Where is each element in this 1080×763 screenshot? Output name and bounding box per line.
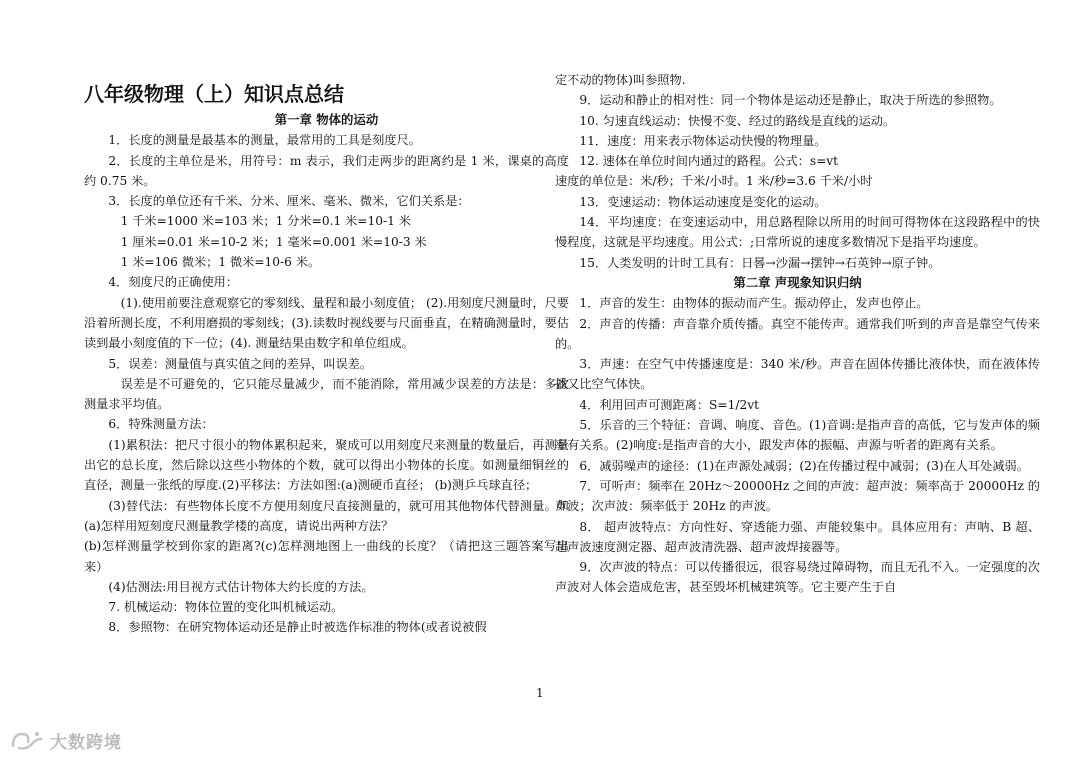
paragraph: 1 千米=1000 米=103 米；1 分米=0.1 米=10-1 米 — [120, 214, 411, 229]
brand-logo-icon — [10, 730, 44, 752]
paragraph: 13．变速运动：物体运动速度是变化的运动。 — [579, 194, 827, 209]
paragraph: 4．利用回声可测距离：S=1/2vt — [579, 397, 759, 412]
paragraph: 误差是不可避免的，它只能尽量减少，而不能消除，常用减少误差的方法是：多次测量求平均值。 — [84, 376, 569, 412]
paragraph: 14．平均速度：在变速运动中，用总路程除以所用的时间可得物体在这段路程中的快慢程度，这就是平均速度。用公式：;日常所说的速度多数情况下是指平均速度。 — [555, 215, 1040, 250]
paragraph: 7. 机械运动：物体位置的变化叫机械运动。 — [108, 600, 344, 615]
left-column-body — [84, 110, 569, 638]
paragraph: 3．长度的单位还有千米、分米、厘米、毫米、微米，它们关系是： — [108, 194, 470, 209]
paragraph: 8． 超声波特点：方向性好、穿透能力强、声能较集中。具体应用有：声呐、B 超、超声波速度测定器、超声波清洗器、超声波焊接器等。 — [555, 519, 1040, 554]
paragraph: (3)替代法：有些物体长度不方便用刻度尺直接测量的，就可用其他物体代替测量。如(a)怎样用短刻度尺测量教学楼的高度，请说出两种方法？ — [84, 498, 569, 533]
paragraph: 11．速度：用来表示物体运动快慢的物理量。 — [579, 133, 827, 148]
paragraph: (1).使用前要注意观察它的零刻线、量程和最小刻度值； (2).用刻度尺测量时，尺要沿着所测长度，不利用磨损的零刻线；(3).读数时视线要与尺面垂直，在精确测量时，要估读到最小刻度值的下一位；(4). 测量结果由数字和单位组成。 — [84, 295, 569, 351]
paragraph: (4)估测法:用目视方式估计物体大约长度的方法。 — [108, 579, 374, 594]
paragraph: 3．声速：在空气中传播速度是：340 米/秒。声音在固体传播比液体快，而在液体传播又比空气体快。 — [555, 357, 1040, 392]
page-number: 1 — [536, 686, 544, 700]
paragraph: 1．长度的测量是最基本的测量，最常用的工具是刻度尺。 — [108, 133, 421, 148]
right-column — [555, 70, 1040, 598]
paragraph: 1 米=106 微米；1 微米=10-6 米。 — [120, 255, 321, 270]
paragraph: (b)怎样测量学校到你家的距离?(c)怎样测地图上一曲线的长度？（请把这三题答案写出来） — [84, 539, 569, 574]
watermark-text: 大数跨境 — [50, 733, 122, 753]
paragraph: 速度的单位是：米/秒；千米/小时。1 米/秒=3.6 千米/小时 — [555, 174, 873, 189]
chapter-heading: 第一章 物体的运动 — [274, 112, 379, 127]
chapter-heading: 第二章 声现象知识归纳 — [733, 274, 862, 290]
paragraph: 9．运动和静止的相对性：同一个物体是运动还是静止，取决于所选的参照物。 — [579, 93, 1002, 108]
paragraph: 定不动的物体)叫参照物. — [555, 73, 686, 87]
paragraph: 9．次声波的特点：可以传播很远，很容易绕过障碍物，而且无孔不入。一定强度的次声波对人体会造成危害，甚至毁坏机械建筑等。它主要产生于自 — [555, 560, 1040, 595]
paragraph: 1 厘米=0.01 米=10-2 米；1 毫米=0.001 米=10-3 米 — [120, 234, 427, 249]
paragraph: 12. 速体在单位时间内通过的路程。公式：s=vt — [579, 154, 839, 169]
paragraph: 7．可听声：频率在 20Hz～20000Hz 之间的声波：超声波：频率高于 20000Hz 的声波；次声波：频率低于 20Hz 的声波。 — [555, 478, 1040, 514]
paragraph: 2．长度的主单位是米，用符号：m 表示，我们走两步的距离约是 1 米，课桌的高度约 0.75 米。 — [84, 153, 569, 188]
paragraph: 10. 匀速直线运动：快慢不变、经过的路线是直线的运动。 — [579, 113, 896, 128]
page-title: 八年级物理（上）知识点总结 — [84, 82, 344, 106]
paragraph: 6．特殊测量方法： — [108, 417, 214, 432]
left-column — [84, 78, 569, 638]
paragraph: (1)累积法：把尺寸很小的物体累积起来，聚成可以用刻度尺来测量的数量后，再测量出它的总长度，然后除以这些小物体的个数，就可以得出小物体的长度。如测量细铜丝的直径，测量一张纸的厚度.(2)平移法：方法如图:(a)测硬币直径； (b)测乒乓球直径； — [84, 437, 569, 493]
paragraph: 5．乐音的三个特征：音调、响度、音色。(1)音调:是指声音的高低，它与发声体的频率有关系。(2)响度:是指声音的大小，跟发声体的振幅、声源与听者的距离有关系。 — [555, 418, 1040, 453]
paragraph: 8．参照物：在研究物体运动还是静止时被选作标准的物体(或者说被假 — [108, 620, 487, 635]
right-column-body — [555, 70, 1040, 598]
paragraph: 15．人类发明的计时工具有：日晷→沙漏→摆钟→石英钟→原子钟。 — [579, 255, 941, 270]
paragraph: 5．误差：测量值与真实值之间的差异，叫误差。 — [108, 356, 373, 371]
paragraph: 6．减弱噪声的途径：(1)在声源处减弱；(2)在传播过程中减弱；(3)在人耳处减弱。 — [579, 458, 1029, 473]
paragraph: 2．声音的传播：声音靠介质传播。真空不能传声。通常我们听到的声音是靠空气传来的。 — [555, 316, 1040, 351]
paragraph: 4．刻度尺的正确使用： — [108, 275, 239, 290]
watermark — [10, 728, 122, 753]
paragraph: 1．声音的发生：由物体的振动而产生。振动停止，发声也停止。 — [579, 296, 929, 311]
